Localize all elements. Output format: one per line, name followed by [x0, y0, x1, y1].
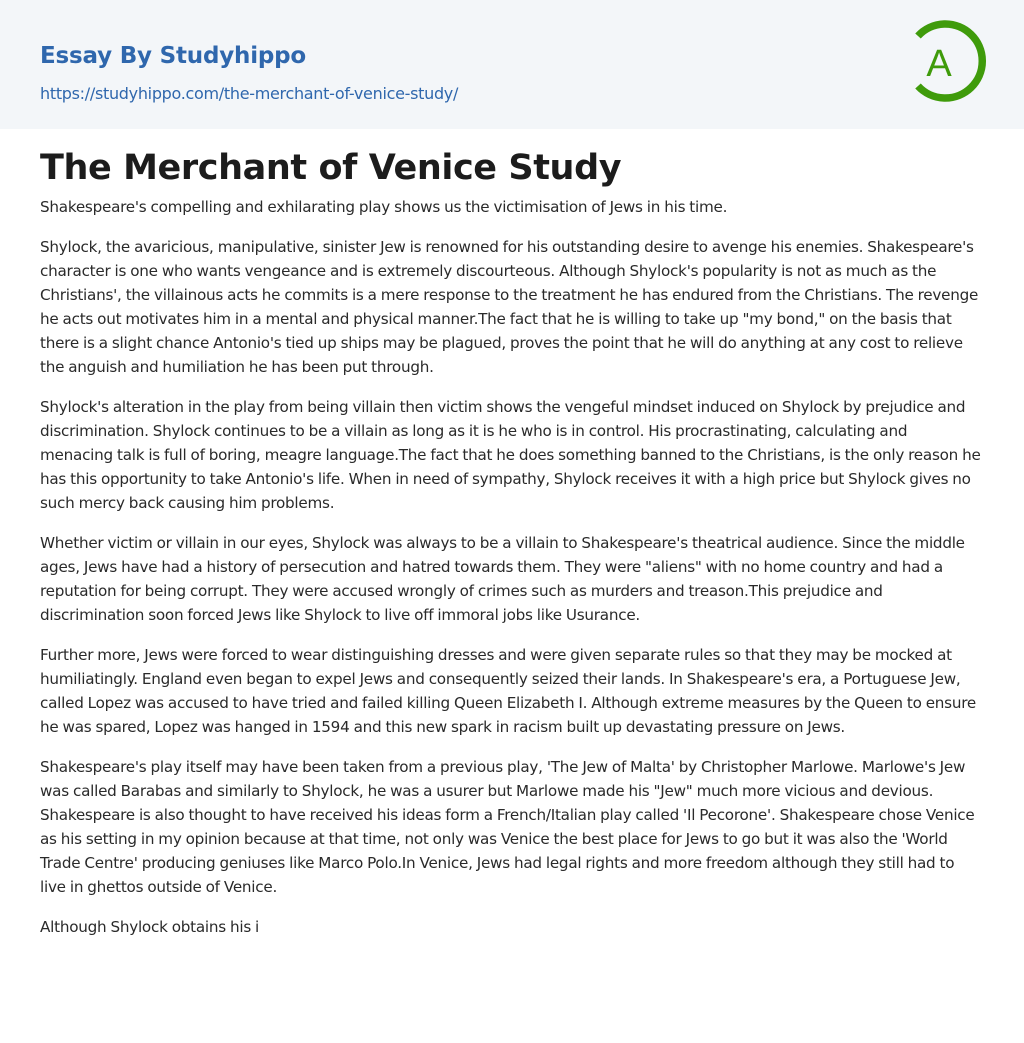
studyhippo-logo-icon[interactable]	[906, 18, 992, 104]
paragraph: Shylock's alteration in the play from being villain then victim shows the vengeful mindset induced on Shylock by prejudice and discrimination. Shylock continues to be a villain as long as it is he who is in control. His procrastinating, calculating and menacing talk is full of boring, meagre language.The fact that he does something banned to the Christians, is the only reason he has this opportunity to take Antonio's life. When in need of sympathy, Shylock receives it with a high price but Shylock gives no such mercy back causing him problems.	[40, 398, 981, 512]
paragraph: Further more, Jews were forced to wear distinguishing dresses and were given separate rules so that they may be mocked at humiliatingly. England even began to expel Jews and consequently seized their lands. In Shakespeare's era, a Portuguese Jew, called Lopez was accused to have tried and failed killing Queen Elizabeth I. Although extreme measures by the Queen to ensure he was spared, Lopez was hanged in 1594 and this new spark in racism built up devastating pressure on Jews.	[40, 646, 976, 736]
site-header	[0, 0, 1024, 129]
paragraph: Whether victim or villain in our eyes, Shylock was always to be a villain to Shakespeare's theatrical audience. Since the middle ages, Jews have had a history of persecution and hatred towards them. They were "aliens" with no home country and had a reputation for being corrupt. They were accused wrongly of crimes such as murders and treason.This prejudice and discrimination soon forced Jews like Shylock to live off immoral jobs like Usurance.	[40, 534, 965, 624]
logo-letter: A	[926, 43, 952, 85]
paragraph: Shylock, the avaricious, manipulative, sinister Jew is renowned for his outstanding desire to avenge his enemies. Shakespeare's character is one who wants vengeance and is extremely discourteous. Although Shylock's popularity is not as much as the Christians', the villainous acts he commits is a mere response to the treatment he has endured from the Christians. The revenge he acts out motivates him in a mental and physical manner.The fact that he is willing to take up "my bond," on the basis that there is a slight chance Antonio's tied up ships may be plagued, proves the point that he will do anything at any cost to relieve the anguish and humiliation he has been put through.	[40, 238, 979, 376]
page-title: The Merchant of Venice Study	[40, 148, 622, 188]
brand-title: Essay By Studyhippo	[40, 43, 307, 69]
source-url-link[interactable]: https://studyhippo.com/the-merchant-of-venice-study/	[40, 84, 459, 103]
paragraph: Shakespeare's play itself may have been taken from a previous play, 'The Jew of Malta' by Christopher Marlowe. Marlowe's Jew was called Barabas and similarly to Shylock, he was a usurer but Marlowe made his "Jew" much more vicious and devious. Shakespeare is also thought to have received his ideas form a French/Italian play called 'Il Pecorone'. Shakespeare chose Venice as his setting in my opinion because at that time, not only was Venice the best place for Jews to go but it was also the 'World Trade Centre' producing geniuses like Marco Polo.In Venice, Jews had legal rights and more freedom although they still had to live in ghettos outside of Venice.	[40, 758, 975, 896]
paragraph-truncated: Although Shylock obtains his i	[40, 918, 260, 936]
paragraph: Shakespeare's compelling and exhilarating play shows us the victimisation of Jews in his time.	[40, 198, 728, 216]
article	[0, 147, 1024, 939]
